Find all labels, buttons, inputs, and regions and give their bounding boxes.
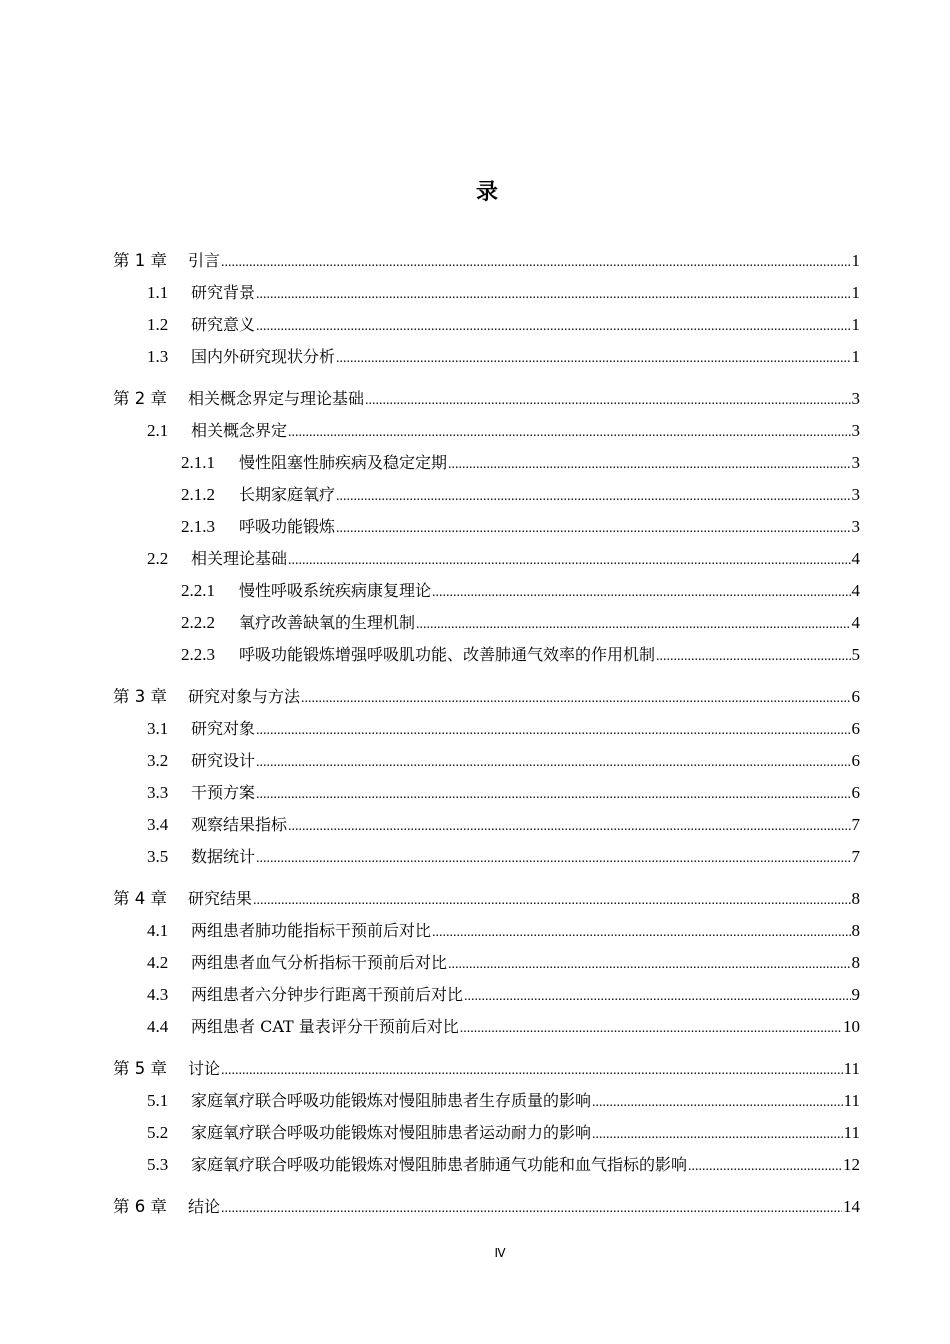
toc-entry-label: 研究对象 xyxy=(191,719,256,738)
toc-dot-leader xyxy=(432,577,850,609)
toc-entry-number: 4.2 xyxy=(147,953,169,972)
toc-dot-leader xyxy=(256,843,850,875)
toc-entry-label: 家庭氧疗联合呼吸功能锻炼对慢阻肺患者运动耐力的影响 xyxy=(191,1123,592,1142)
toc-section-entry[interactable] xyxy=(113,639,860,671)
toc-dot-leader xyxy=(288,545,850,577)
toc-entry-label: 相关概念界定 xyxy=(191,421,288,440)
toc-entry-label: 相关概念界定与理论基础 xyxy=(188,389,365,408)
toc-section-entry[interactable] xyxy=(113,1011,860,1043)
toc-entry-page-number: 3 xyxy=(851,389,860,408)
toc-section-entry[interactable] xyxy=(113,341,860,373)
toc-entry-label: 干预方案 xyxy=(191,783,256,802)
toc-dot-leader xyxy=(464,981,850,1013)
toc-entry-label: 研究设计 xyxy=(191,751,256,770)
toc-entry-page-number: 6 xyxy=(851,751,860,770)
toc-section-entry[interactable] xyxy=(113,979,860,1011)
toc-entry-label: 讨论 xyxy=(188,1059,221,1078)
toc-entry-page-number: 8 xyxy=(851,889,860,908)
toc-section-entry[interactable] xyxy=(113,309,860,341)
toc-entry-page-number: 3 xyxy=(851,453,860,472)
toc-dot-leader xyxy=(253,885,850,917)
toc-entry-number: 2.2.3 xyxy=(181,645,215,664)
toc-entry-page-number: 11 xyxy=(843,1123,860,1142)
toc-dot-leader xyxy=(592,1087,843,1119)
toc-dot-leader xyxy=(365,385,850,417)
toc-entry-page-number: 3 xyxy=(851,517,860,536)
toc-entry-number: 第 2 章 xyxy=(113,389,167,408)
toc-entry-page-number: 9 xyxy=(851,985,860,1004)
toc-entry-label: 数据统计 xyxy=(191,847,256,866)
toc-dot-leader xyxy=(256,715,850,747)
toc-entry-page-number: 8 xyxy=(851,953,860,972)
toc-section-entry[interactable] xyxy=(113,915,860,947)
toc-entry-number: 3.5 xyxy=(147,847,169,866)
toc-dot-leader xyxy=(656,641,850,673)
toc-entry-number: 4.1 xyxy=(147,921,169,940)
toc-section-entry[interactable] xyxy=(113,511,860,543)
toc-entry-page-number: 10 xyxy=(843,1017,860,1036)
toc-entry-page-number: 6 xyxy=(851,719,860,738)
toc-chapter-entry[interactable] xyxy=(113,681,860,713)
toc-chapter-entry[interactable] xyxy=(113,1053,860,1085)
toc-section-entry[interactable] xyxy=(113,1117,860,1149)
toc-dot-leader xyxy=(336,481,850,513)
toc-entry-number: 2.1 xyxy=(147,421,169,440)
toc-section-entry[interactable] xyxy=(113,1149,860,1181)
toc-entry-number: 2.1.1 xyxy=(181,453,215,472)
toc-section-entry[interactable] xyxy=(113,745,860,777)
toc-entry-number: 2.1.2 xyxy=(181,485,215,504)
toc-dot-leader xyxy=(301,683,850,715)
toc-entry-page-number: 4 xyxy=(851,613,860,632)
toc-entry-number: 2.1.3 xyxy=(181,517,215,536)
toc-entry-page-number: 14 xyxy=(843,1197,860,1216)
toc-entry-page-number: 1 xyxy=(851,347,860,366)
toc-section-entry[interactable] xyxy=(113,607,860,639)
toc-entry-page-number: 12 xyxy=(843,1155,860,1174)
toc-entry-number: 2.2.2 xyxy=(181,613,215,632)
toc-entry-number: 2.2.1 xyxy=(181,581,215,600)
toc-entry-number: 第 3 章 xyxy=(113,687,167,706)
toc-dot-leader xyxy=(256,311,850,343)
toc-entry-label: 长期家庭氧疗 xyxy=(239,485,336,504)
toc-entry-number: 第 6 章 xyxy=(113,1197,167,1216)
toc-entry-number: 5.3 xyxy=(147,1155,169,1174)
toc-entry-label: 呼吸功能锻炼 xyxy=(239,517,336,536)
toc-chapter-entry[interactable] xyxy=(113,883,860,915)
toc-entry-number: 3.1 xyxy=(147,719,169,738)
toc-entry-number: 5.1 xyxy=(147,1091,169,1110)
toc-entry-label: 结论 xyxy=(188,1197,221,1216)
toc-entry-label: 研究意义 xyxy=(191,315,256,334)
toc-entry-label: 研究对象与方法 xyxy=(188,687,301,706)
toc-entry-label: 家庭氧疗联合呼吸功能锻炼对慢阻肺患者生存质量的影响 xyxy=(191,1091,592,1110)
toc-section-entry[interactable] xyxy=(113,1085,860,1117)
toc-chapter-entry[interactable] xyxy=(113,245,860,277)
toc-entry-number: 1.3 xyxy=(147,347,169,366)
toc-entry-label: 研究背景 xyxy=(191,283,256,302)
toc-chapter-entry[interactable] xyxy=(113,1191,860,1223)
toc-section-entry[interactable] xyxy=(113,543,860,575)
toc-entry-label: 慢性呼吸系统疾病康复理论 xyxy=(239,581,432,600)
toc-entry-number: 3.4 xyxy=(147,815,169,834)
toc-dot-leader xyxy=(256,279,850,311)
toc-section-entry[interactable] xyxy=(113,575,860,607)
toc-dot-leader xyxy=(460,1013,842,1045)
toc-entry-label: 观察结果指标 xyxy=(191,815,288,834)
toc-section-entry[interactable] xyxy=(113,777,860,809)
toc-entry-label: 引言 xyxy=(188,251,221,270)
toc-dot-leader xyxy=(448,449,850,481)
toc-entry-number: 1.2 xyxy=(147,315,169,334)
toc-dot-leader xyxy=(448,949,850,981)
toc-entry-number: 2.2 xyxy=(147,549,169,568)
toc-dot-leader xyxy=(592,1119,843,1151)
toc-section-entry[interactable] xyxy=(113,415,860,447)
toc-chapter-entry[interactable] xyxy=(113,383,860,415)
toc-dot-leader xyxy=(221,1193,842,1225)
toc-entry-page-number: 11 xyxy=(843,1091,860,1110)
toc-dot-leader xyxy=(336,343,850,375)
toc-dot-leader xyxy=(221,1055,843,1087)
toc-dot-leader xyxy=(288,811,850,843)
toc-dot-leader xyxy=(432,917,850,949)
toc-entry-page-number: 6 xyxy=(851,783,860,802)
toc-dot-leader xyxy=(288,417,850,449)
toc-entry-label: 呼吸功能锻炼增强呼吸肌功能、改善肺通气效率的作用机制 xyxy=(239,645,656,664)
toc-entry-label: 研究结果 xyxy=(188,889,253,908)
toc-entry-number: 第 5 章 xyxy=(113,1059,167,1078)
toc-section-entry[interactable] xyxy=(113,479,860,511)
toc-section-entry[interactable] xyxy=(113,447,860,479)
toc-entry-page-number: 8 xyxy=(851,921,860,940)
toc-dot-leader xyxy=(336,513,850,545)
toc-entry-page-number: 4 xyxy=(851,581,860,600)
toc-section-entry[interactable] xyxy=(113,947,860,979)
table-of-contents xyxy=(113,245,860,1223)
toc-entry-number: 1.1 xyxy=(147,283,169,302)
toc-entry-label: 相关理论基础 xyxy=(191,549,288,568)
toc-entry-label: 两组患者肺功能指标干预前后对比 xyxy=(191,921,432,940)
toc-dot-leader xyxy=(256,747,850,779)
toc-entry-number: 4.4 xyxy=(147,1017,169,1036)
toc-entry-label: 两组患者 CAT 量表评分干预前后对比 xyxy=(191,1017,459,1036)
toc-entry-number: 3.3 xyxy=(147,783,169,802)
toc-section-entry[interactable] xyxy=(113,809,860,841)
toc-entry-page-number: 3 xyxy=(851,421,860,440)
toc-title: 录 xyxy=(475,180,498,205)
toc-entry-label: 慢性阻塞性肺疾病及稳定定期 xyxy=(239,453,448,472)
toc-dot-leader xyxy=(221,247,850,279)
toc-entry-label: 国内外研究现状分析 xyxy=(191,347,336,366)
toc-entry-number: 第 1 章 xyxy=(113,251,167,270)
page-footer-number: Ⅳ xyxy=(494,1246,506,1260)
toc-entry-page-number: 1 xyxy=(851,251,860,270)
toc-entry-page-number: 4 xyxy=(851,549,860,568)
toc-dot-leader xyxy=(256,779,850,811)
toc-entry-page-number: 1 xyxy=(851,283,860,302)
toc-section-entry[interactable] xyxy=(113,277,860,309)
toc-entry-page-number: 1 xyxy=(851,315,860,334)
toc-entry-page-number: 11 xyxy=(843,1059,860,1078)
toc-entry-number: 3.2 xyxy=(147,751,169,770)
toc-entry-page-number: 6 xyxy=(851,687,860,706)
toc-entry-number: 4.3 xyxy=(147,985,169,1004)
toc-entry-label: 氧疗改善缺氧的生理机制 xyxy=(239,613,416,632)
toc-entry-number: 5.2 xyxy=(147,1123,169,1142)
toc-entry-page-number: 3 xyxy=(851,485,860,504)
toc-entry-page-number: 5 xyxy=(851,645,860,664)
toc-dot-leader xyxy=(688,1151,842,1183)
toc-entry-label: 家庭氧疗联合呼吸功能锻炼对慢阻肺患者肺通气功能和血气指标的影响 xyxy=(191,1155,688,1174)
toc-entry-page-number: 7 xyxy=(851,847,860,866)
toc-section-entry[interactable] xyxy=(113,841,860,873)
toc-section-entry[interactable] xyxy=(113,713,860,745)
toc-entry-page-number: 7 xyxy=(851,815,860,834)
toc-entry-label: 两组患者血气分析指标干预前后对比 xyxy=(191,953,448,972)
toc-dot-leader xyxy=(416,609,850,641)
toc-entry-label: 两组患者六分钟步行距离干预前后对比 xyxy=(191,985,464,1004)
toc-entry-number: 第 4 章 xyxy=(113,889,167,908)
